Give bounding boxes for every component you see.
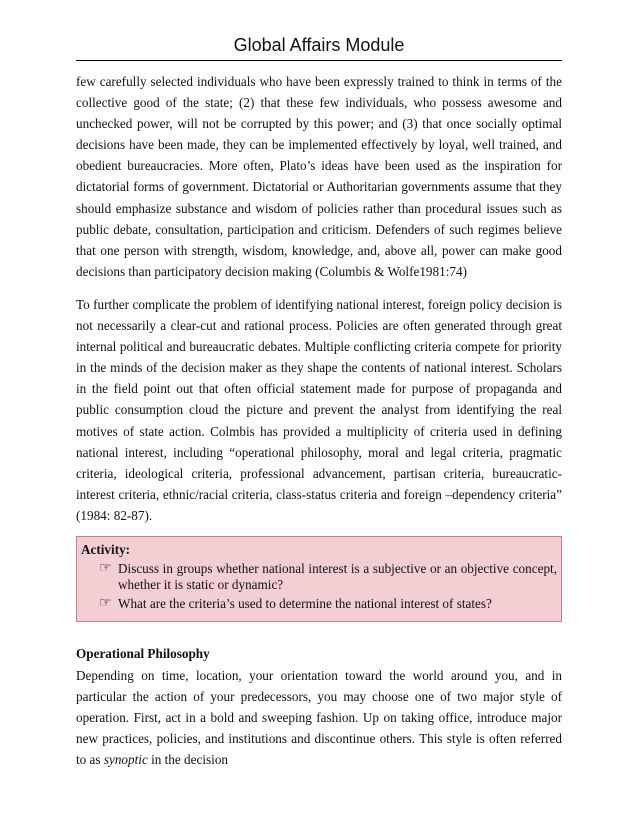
list-item <box>99 596 557 612</box>
paragraph-text-end: in the decision <box>147 752 229 768</box>
activity-title: Activity: <box>81 541 131 557</box>
activity-item-text: Discuss in groups whether national interest is a subjective or an objective concept, whether it is static or dynamic? <box>118 560 557 592</box>
paragraph-plato-continuation: few carefully selected individuals who have been expressly trained to think in terms of the collective good of the state; (2) that these few individuals, who possess awesome and unchecked power, will not be corrupted by this power; and (3) that once socially optimal decisions have been made, they can be implemented effectively by loyal, well trained, and obedient bureaucracies. More often, Plato’s ideas have been used as the inspiration for dictatorial forms of government. Dictatorial or Authoritarian governments assume that they should emphasize substance and wisdom of policies rather than procedural issues such as public debate, consultation, participation and criticism. Defenders of such regimes believe that one person with strength, wisdom, knowledge, and, above all, power can make good decisions than participatory decision making (Columbis & Wolfe1981:74) <box>76 74 562 279</box>
paragraph-operational-philosophy <box>76 665 562 770</box>
paragraph-criteria: To further complicate the problem of identifying national interest, foreign policy decision is not necessarily a clear-cut and rational process. Policies are often generated through great internal political and bureaucratic debates. Multiple conflicting criteria compete for priority in the minds of the decision maker as they shape the contents of national interest. Scholars in the field point out that often official statement made for purpose of propaganda and public consumption cloud the picture and prevent the analyst from identifying the real motives of state action. Colmbis has provided a multiplicity of criteria used in defining national interest, including “operational philosophy, moral and legal criteria, pragmatic criteria, ideological criteria, professional advancement, partisan criteria, bureaucratic-interest criteria, ethnic/racial criteria, class-status criteria and foreign –dependency criteria” (1984: 82-87). <box>76 296 562 523</box>
italic-term: synoptic <box>103 752 148 768</box>
activity-list <box>81 561 557 612</box>
pointing-hand-icon: ☞ <box>99 560 112 576</box>
document-body <box>76 71 562 770</box>
page-header: Global Affairs Module <box>76 30 562 61</box>
paragraph-text: Depending on time, location, your orientation toward the world around you, and in particular the action of your predecessors, you may choose one of two major style of operation. First, act in a bold and sweeping fashion. Up on taking office, introduce major new practices, policies, and institutions and discontinue others. This style is often referred to as <box>76 667 562 768</box>
list-item <box>99 561 557 593</box>
activity-box <box>76 536 562 622</box>
section-heading: Operational Philosophy <box>76 645 210 661</box>
pointing-hand-icon: ☞ <box>99 595 112 611</box>
activity-item-text: What are the criteria’s used to determine the national interest of states? <box>118 595 492 611</box>
